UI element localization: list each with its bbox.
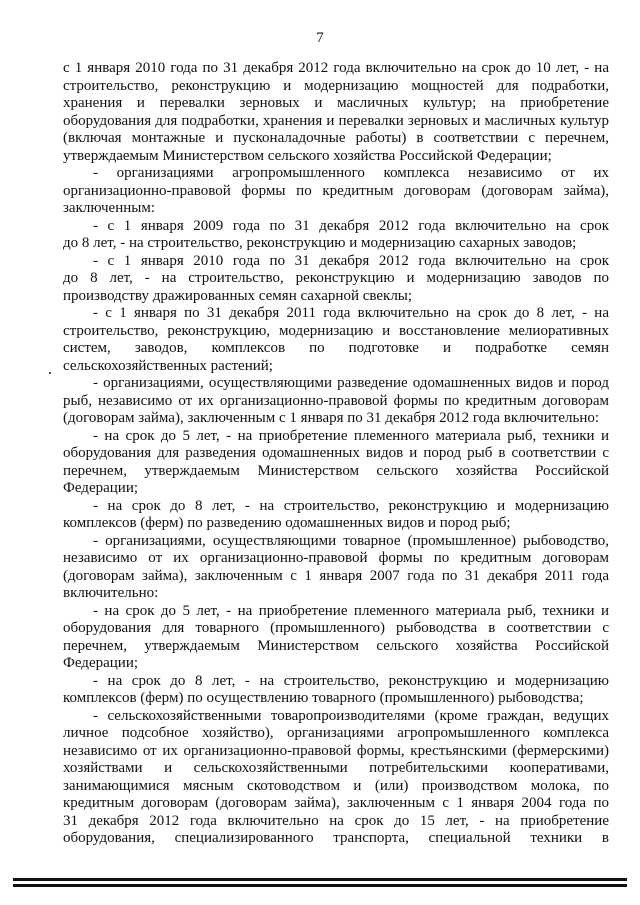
text-line: - на срок до 8 лет, - на строительство, реконструкцию и модернизацию	[93, 497, 609, 514]
text-line: перечнем, утверждаемым Министерством сельского хозяйства Российской	[63, 462, 609, 479]
text-line: строительство, реконструкцию, модернизацию и восстановление мелиоративных	[63, 322, 609, 339]
text-line: - сельскохозяйственными товаропроизводителями (кроме граждан, ведущих	[93, 707, 609, 724]
text-line: независимо от их организационно-правовой формы, крестьянскими (фермерскими)	[63, 742, 609, 759]
text-line: (договорам займа), заключенным с 1 января по 31 декабря 2012 года включительно:	[63, 410, 600, 426]
text-line: включительно:	[63, 585, 159, 601]
page-number: 7	[316, 30, 324, 46]
text-line: Федерации;	[63, 480, 139, 496]
text-line: комплексов (ферм) по разведению одомашненных видов и пород рыб;	[63, 515, 511, 531]
text-line: строительство, реконструкцию и модернизацию мощностей для подработки,	[63, 77, 609, 94]
text-line: - организациями агропромышленного комплекса независимо от их	[93, 165, 609, 181]
text-line: личное подсобное хозяйство), организациями агропромышленного комплекса	[63, 725, 609, 741]
text-line: производству дражированных семян сахарной свеклы;	[63, 287, 413, 304]
text-line: - с 1 января по 31 декабря 2011 года включительно на срок до 8 лет, - на	[93, 305, 609, 321]
text-line: сельскохозяйственных растений;	[63, 357, 273, 374]
text-line: - на срок до 5 лет, - на приобретение племенного материала рыб, техники и	[93, 602, 609, 619]
text-line: хранения и перевалки зерновых и масличных культур; на приобретение	[63, 95, 609, 111]
scan-speck	[49, 372, 51, 374]
text-line: - организациями, осуществляющими разведение одомашненных видов и пород	[93, 375, 609, 391]
text-line: оборудования для товарного (промышленного) рыбоводства в соответствии с	[63, 620, 609, 636]
text-line: Федерации;	[63, 655, 139, 671]
text-line: - организациями, осуществляющими товарное (промышленное) рыбоводство,	[93, 532, 609, 549]
footer-rule-bottom	[13, 884, 627, 887]
text-line: кредитным договорам (договорам займа), заключенным с 1 января 2004 года по	[63, 795, 609, 811]
text-line: 31 декабря 2012 года включительно на срок до 15 лет, - на приобретение	[63, 812, 609, 829]
text-line: заключенным:	[63, 200, 155, 216]
text-line: занимающимися мясным скотоводством и (или) производством молока, по	[63, 777, 609, 794]
footer-rule-top	[13, 878, 627, 881]
text-line: - с 1 января 2010 года по 31 декабря 2012 года включительно на срок	[93, 252, 609, 269]
text-line: - с 1 января 2009 года по 31 декабря 2012 года включительно на срок	[93, 217, 609, 234]
text-line: рыб, независимо от их организационно-правовой формы по кредитным договорам	[63, 392, 609, 409]
text-line: до 8 лет, - на строительство, реконструкцию и модернизацию заводов по	[63, 270, 609, 286]
text-line: комплексов (ферм) по осуществлению товарного (промышленного) рыбоводства;	[63, 690, 584, 706]
text-line: организационно-правовой формы по кредитным договорам (договорам займа),	[63, 182, 609, 199]
text-line: перечнем, утверждаемым Министерством сельского хозяйства Российской	[63, 637, 609, 654]
text-line: оборудования для разведения одомашненных видов и пород рыб в соответствии с	[63, 445, 609, 461]
text-line: хозяйствами и сельскохозяйственными потребительскими кооперативами,	[63, 760, 609, 776]
text-line: оборудования для подработки, хранения и перевалки зерновых и масличных культур	[63, 112, 609, 129]
text-line: (включая монтажные и пусконаладочные работы) в соответствии с перечнем,	[63, 130, 609, 146]
document-body	[63, 60, 609, 848]
text-line: утверждаемым Министерством сельского хозяйства Российской Федерации;	[63, 147, 552, 164]
text-line: независимо от их организационно-правовой формы по кредитным договорам	[63, 550, 609, 566]
text-line: - на срок до 8 лет, - на строительство, реконструкцию и модернизацию	[93, 672, 609, 689]
text-line: - на срок до 5 лет, - на приобретение племенного материала рыб, техники и	[93, 427, 609, 444]
text-line: до 8 лет, - на строительство, реконструкцию и модернизацию сахарных заводов;	[63, 235, 577, 251]
text-line: (договорам займа), заключенным с 1 января 2007 года по 31 декабря 2011 года	[63, 567, 609, 584]
text-line: систем, заводов, комплексов по подготовке и подработке семян	[63, 340, 609, 356]
text-line: оборудования, специализированного транспорта, специальной техники в	[63, 830, 609, 846]
text-line: с 1 января 2010 года по 31 декабря 2012 года включительно на срок до 10 лет, - на	[63, 60, 609, 76]
